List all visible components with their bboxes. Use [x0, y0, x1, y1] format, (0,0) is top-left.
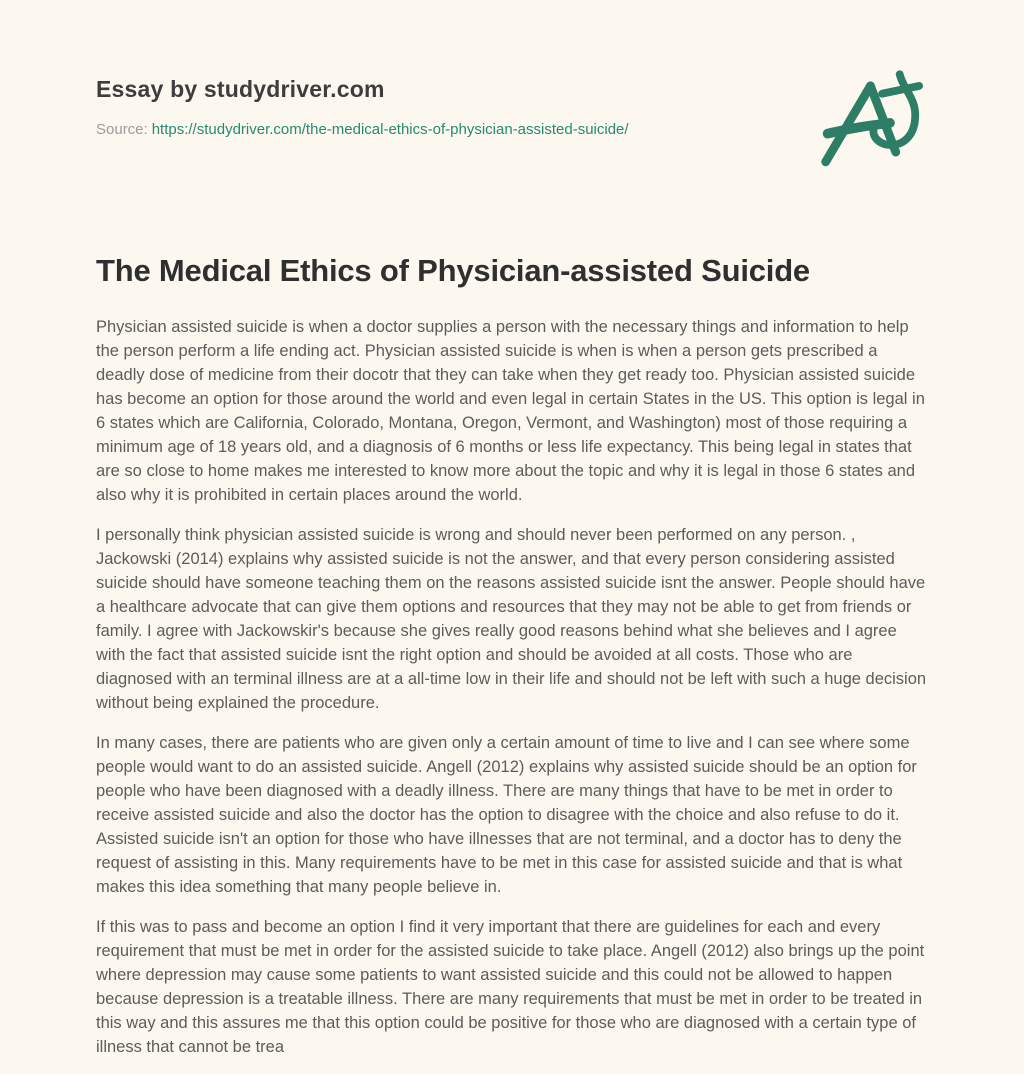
- essay-paragraph-1: Physician assisted suicide is when a doctor supplies a person with the necessary things and information to help the person perform a life ending act. Physician assisted suicide is when is when a person gets prescribed a deadly dose of medicine from their docotr that they can take when they get ready too. Physician assisted suicide has become an option for those around the world and even legal in certain States in the US. This option is legal in 6 states which are California, Colorado, Montana, Oregon, Vermont, and Washington) most of those requiring a minimum age of 18 years old, and a diagnosis of 6 months or less life expectancy. This being legal in states that are so close to home makes me interested to know more about the topic and why it is legal in those 6 states and also why it is prohibited in certain places around the world.: [96, 318, 925, 504]
- essay-title: The Medical Ethics of Physician-assisted Suicide: [96, 253, 810, 288]
- source-label: Source:: [96, 121, 148, 138]
- site-title: Essay by studydriver.com: [96, 76, 385, 102]
- source-row: [96, 121, 928, 138]
- essay-body: [96, 315, 929, 1059]
- a-plus-logo-icon: [814, 70, 960, 168]
- essay-paragraph-3: In many cases, there are patients who are given only a certain amount of time to live and I can see where some people would want to do an assisted suicide. Angell (2012) explains why assisted suicide should be an option for people who have been diagnosed with a deadly illness. There are many things that have to be met in order to receive assisted suicide and also the doctor has the option to disagree with the choice and also refuse to do it. Assisted suicide isn't an option for those who have illnesses that are not terminal, and a doctor has to deny the request of assisting in this. Many requirements have to be met in this case for assisted suicide and that is what makes this idea something that many people believe in.: [96, 734, 917, 896]
- essay-paragraph-2: I personally think physician assisted suicide is wrong and should never been performed on any person. , Jackowski (2014) explains why assisted suicide is not the answer, and that every person considering assisted suicide should have someone teaching them on the reasons assisted suicide isnt the answer. People should have a healthcare advocate that can give them options and resources that they may not be able to get from friends or family. I agree with Jackowskir's because she gives really good reasons behind what she believes and I agree with the fact that assisted suicide isnt the right option and should be avoided at all costs. Those who are diagnosed with an terminal illness are at a all-time low in their life and should not be left with such a huge decision without being explained the procedure.: [96, 526, 927, 712]
- source-link[interactable]: https://studydriver.com/the-medical-ethics-of-physician-assisted-suicide/: [151, 121, 629, 138]
- essay-paragraph-4: If this was to pass and become an option I find it very important that there are guidelines for each and every requirement that must be met in order for the assisted suicide to take place. Angell (2012) also brings up the point where depression may cause some patients to want assisted suicide and this could not be allowed to happen because depression is a treatable illness. There are many requirements that must be met in order to be treated in this way and this assures me that this option could be positive for those who are diagnosed with a certain type of illness that cannot be trea: [96, 918, 925, 1056]
- document-header: [96, 76, 928, 138]
